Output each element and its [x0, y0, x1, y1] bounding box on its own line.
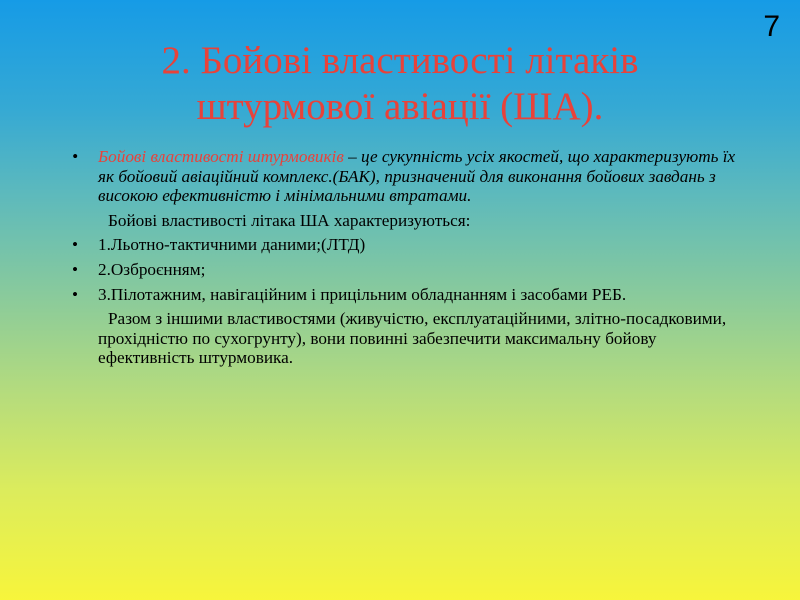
title-line-2: штурмової авіації (ША). [196, 85, 604, 128]
slide-title [60, 38, 740, 130]
conclusion-text: Разом з іншими властивостями (живучістю, експлуатаційними, злітно-посадковими, прохідністю по сухогрунту), вони повинні забезпечити максимальну бойову ефективність штурмовика. [98, 309, 727, 368]
title-line-1: 2. Бойові властивості літаків [161, 39, 639, 82]
definition-item [70, 147, 742, 206]
content-list [70, 147, 742, 373]
page-number: 7 [763, 10, 780, 43]
list-item: • 3.Пілотажним, навігаційним і прицільним обладнанням і засобами РЕБ. [70, 285, 742, 305]
list-item: • 2.Озброєнням; [70, 260, 742, 280]
intro-text: Бойові властивості літака ША характеризуються: [108, 210, 471, 230]
definition-term: Бойові властивості штурмовиків [98, 147, 344, 166]
list-item: • 1.Льотно-тактичними даними;(ЛТД) [70, 235, 742, 255]
definition-text: – це сукупність усіх якостей, що характеризують їх як бойовий авіаційний комплекс.(БАК), призначений для виконання бойових завдань з високою ефективністю і мінімальними втратами. [98, 147, 736, 206]
